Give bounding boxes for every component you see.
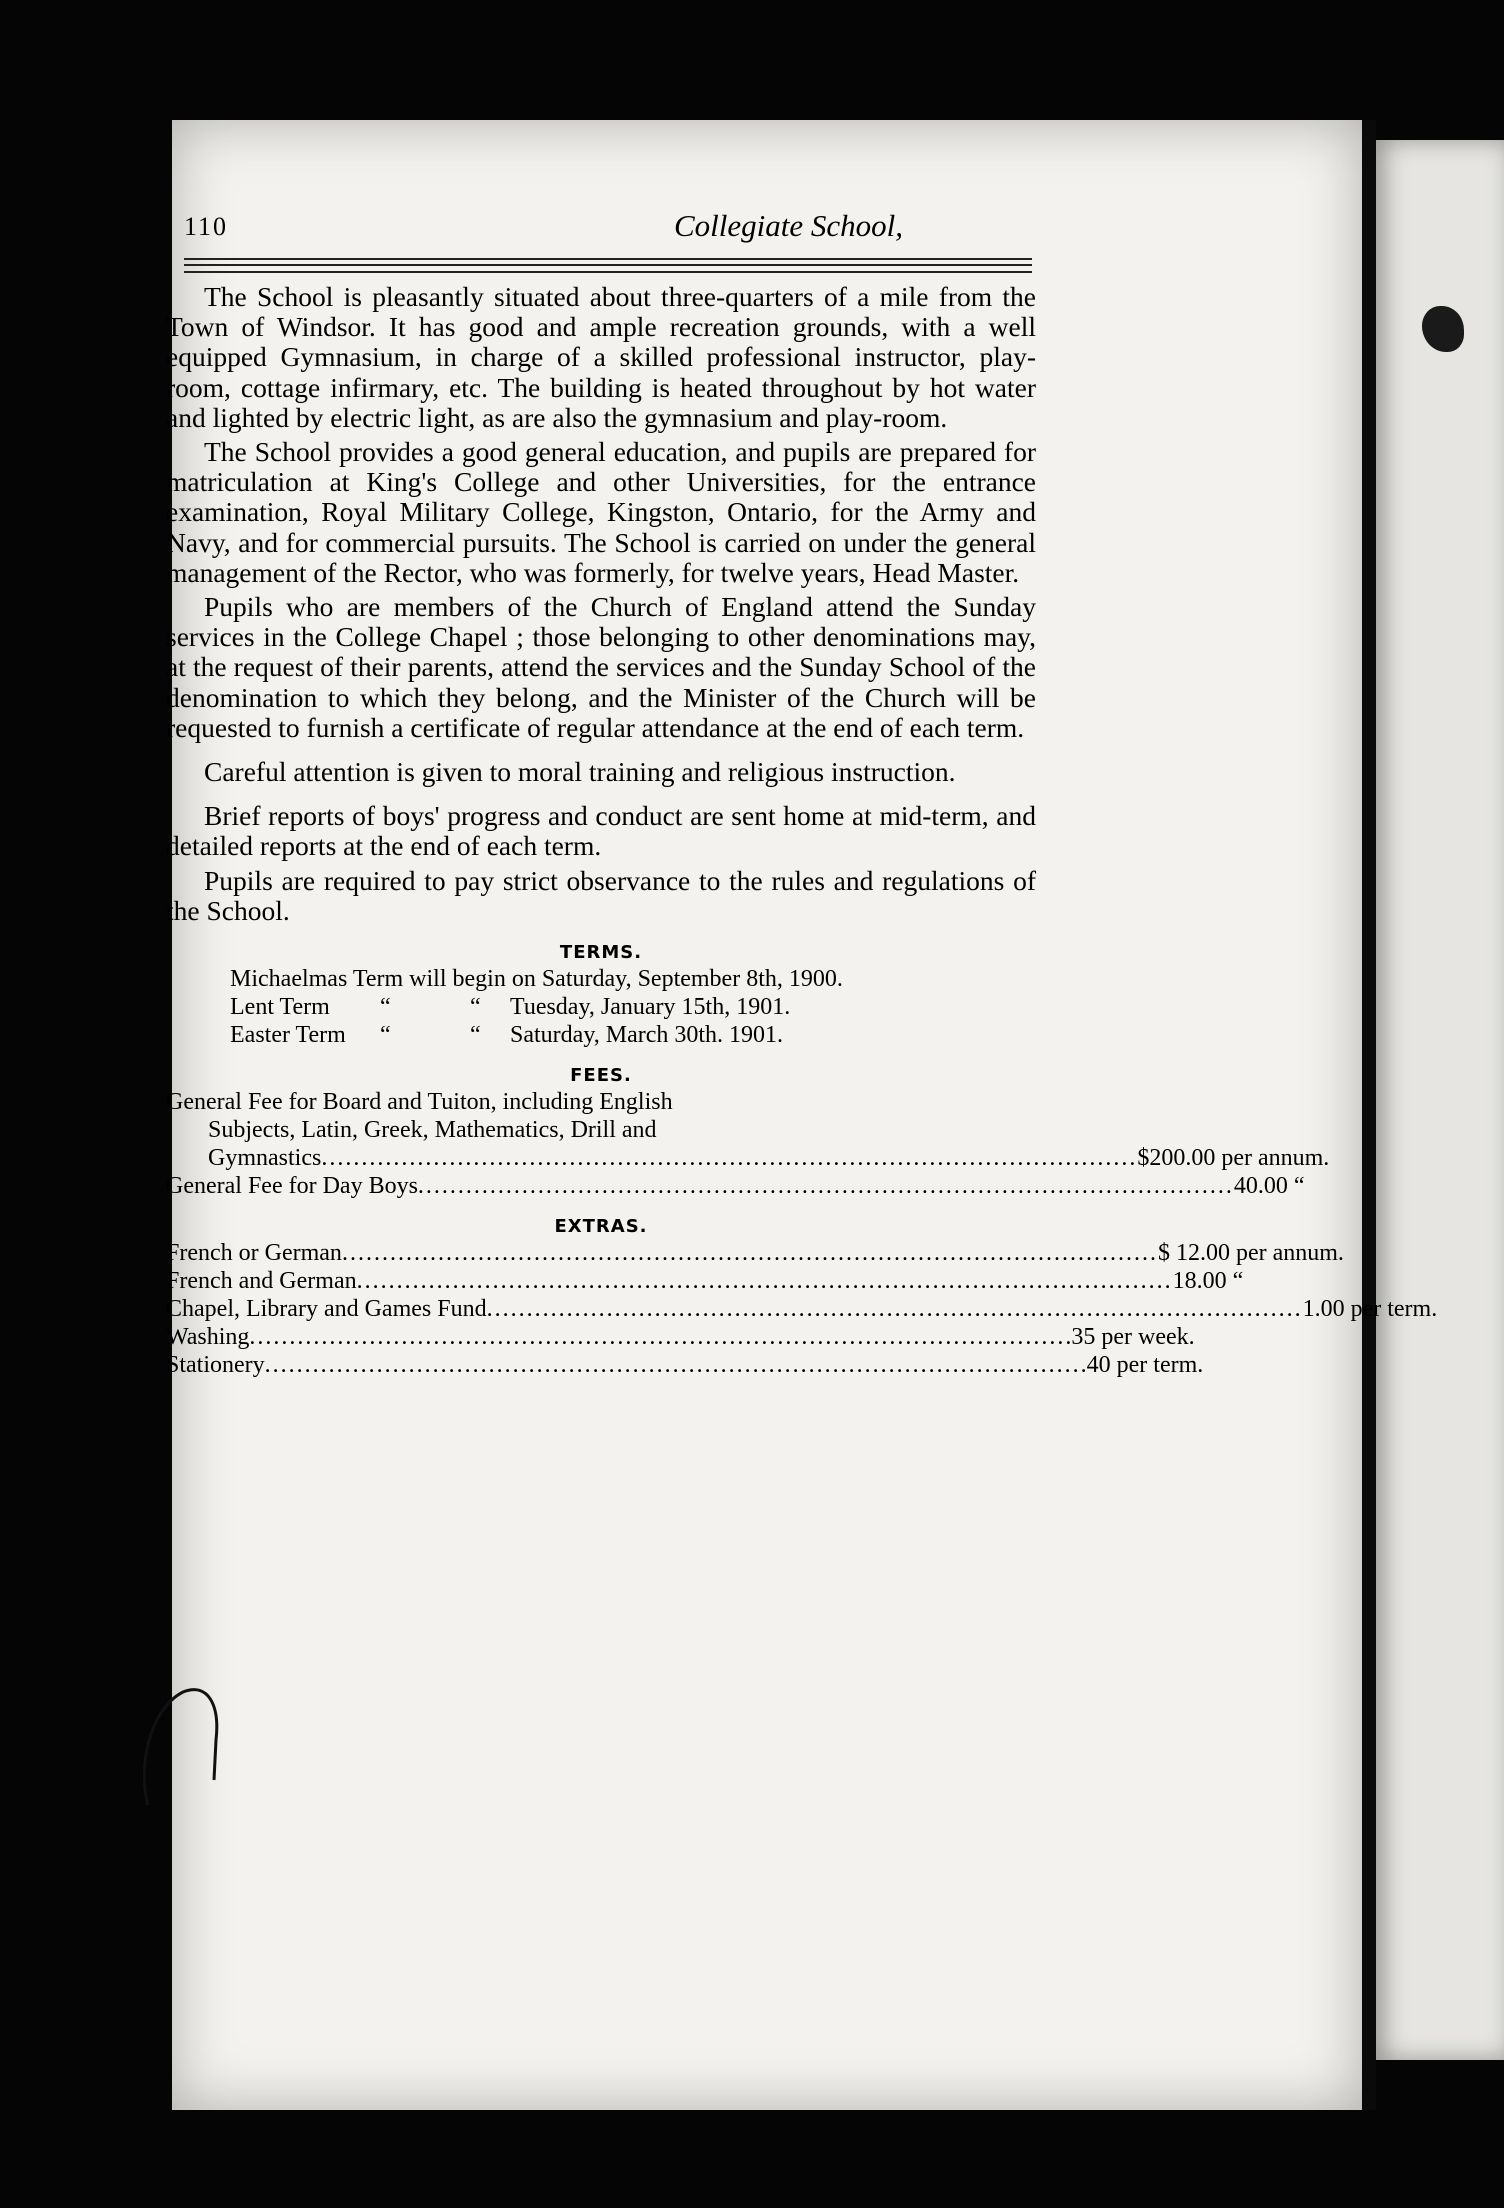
fee-row	[166, 1144, 1330, 1172]
dot-leader: ......................................................................................................	[341, 1240, 1158, 1267]
extras-row	[166, 1323, 1195, 1351]
extras-row	[166, 1267, 1244, 1295]
terms-list	[166, 965, 1036, 1049]
paragraph-education: The School provides a good general education, and pupils are prepared for matriculation at King's College and other Universities, for the entrance examination, Royal Military College, Kingston, Ontario, for the Army and Navy, and for commercial pursuits. The School is carried on under the general management of the Rector, who was formerly, for twelve years, Head Master.	[166, 436, 1036, 588]
extras-desc: French and German	[166, 1268, 357, 1295]
extras-heading: EXTRAS.	[554, 1216, 648, 1238]
dot-leader: ......................................................................................................	[486, 1296, 1303, 1323]
page-body	[166, 281, 1438, 1379]
fee-description-line: Subjects, Latin, Greek, Mathematics, Drill and	[208, 1117, 657, 1144]
fee-desc: Gymnastics	[208, 1145, 322, 1172]
extras-row	[166, 1239, 1344, 1267]
header-rule	[184, 258, 1032, 260]
extras-amount: $ 12.00 per annum.	[1157, 1240, 1344, 1267]
fee-row	[166, 1172, 1305, 1200]
extras-row	[166, 1295, 1438, 1323]
term-row	[230, 993, 1036, 1021]
term-row: Michaelmas Term will begin on Saturday, September 8th, 1900.	[230, 966, 843, 993]
header-rule	[184, 264, 1032, 266]
terms-heading: TERMS.	[559, 942, 643, 964]
header-rule	[184, 271, 1032, 273]
extras-desc: French or German	[166, 1240, 342, 1267]
paragraph-church: Pupils who are members of the Church of England attend the Sunday services in the College Chapel ; those belonging to other denominations may, at the request of their parents, attend the services and the Sunday School of the denomination to which they belong, and the Minister of the Church will be requested to furnish a certificate of regular attendance at the end of each term.	[166, 591, 1036, 743]
fee-amount: $200.00 per annum.	[1137, 1145, 1330, 1172]
ditto-mark: “	[380, 994, 391, 1021]
term-name: Lent Term	[230, 994, 330, 1021]
page-gutter-shadow	[1362, 120, 1376, 2110]
term-row	[230, 1021, 1036, 1049]
extras-amount: 1.00 per term.	[1302, 1296, 1438, 1323]
extras-desc: Chapel, Library and Games Fund	[166, 1296, 487, 1323]
fee-description-line: General Fee for Board and Tuiton, including English	[166, 1089, 673, 1116]
fee-amount: 40.00 “	[1233, 1173, 1305, 1200]
term-name: Easter Term	[230, 1022, 346, 1049]
ditto-mark: “	[380, 1022, 391, 1049]
facing-page-edge	[1376, 140, 1504, 2060]
fee-desc: General Fee for Day Boys	[166, 1173, 418, 1200]
extras-desc: Washing	[166, 1324, 250, 1351]
page-header	[184, 208, 1184, 252]
pencil-margin-mark	[128, 1680, 238, 1810]
paragraph-moral-training: Careful attention is given to moral training and religious instruction.	[204, 756, 956, 788]
dot-leader: ......................................................................................................	[321, 1145, 1138, 1172]
paragraph-rules: Pupils are required to pay strict observance to the rules and regulations of the School.	[166, 864, 1036, 926]
paragraph-location: The School is pleasantly situated about three-quarters of a mile from the Town of Windsor. It has good and ample recreation grounds, with a well equipped Gymnasium, in charge of a skilled professional instructor, play-room, cottage infirmary, etc. The building is heated throughout by hot water and lighted by electric light, as are also the gymnasium and play-room.	[166, 281, 1036, 433]
dot-leader: ......................................................................................................	[356, 1268, 1173, 1295]
term-date: Tuesday, January 15th, 1901.	[510, 994, 791, 1021]
extras-amount: .35 per week.	[1065, 1324, 1195, 1351]
extras-desc: Stationery	[166, 1352, 265, 1379]
paragraph-reports: Brief reports of boys' progress and conduct are sent home at mid-term, and detailed reports at the end of each term.	[166, 800, 1036, 862]
ditto-mark: “	[470, 1022, 481, 1049]
fees-heading: FEES.	[570, 1065, 632, 1087]
extras-row	[166, 1351, 1204, 1379]
ditto-mark: “	[470, 994, 481, 1021]
extras-amount: .40 per term.	[1080, 1352, 1204, 1379]
dot-leader: ......................................................................................................	[417, 1173, 1234, 1200]
dot-leader: ......................................................................................................	[264, 1352, 1081, 1379]
running-title: Collegiate School,	[674, 208, 904, 243]
page-number: 110	[184, 212, 229, 241]
term-date: Saturday, March 30th. 1901.	[510, 1022, 784, 1049]
terms-table	[230, 993, 1036, 1049]
dot-leader: ......................................................................................................	[249, 1324, 1066, 1351]
extras-amount: 18.00 “	[1172, 1268, 1244, 1295]
